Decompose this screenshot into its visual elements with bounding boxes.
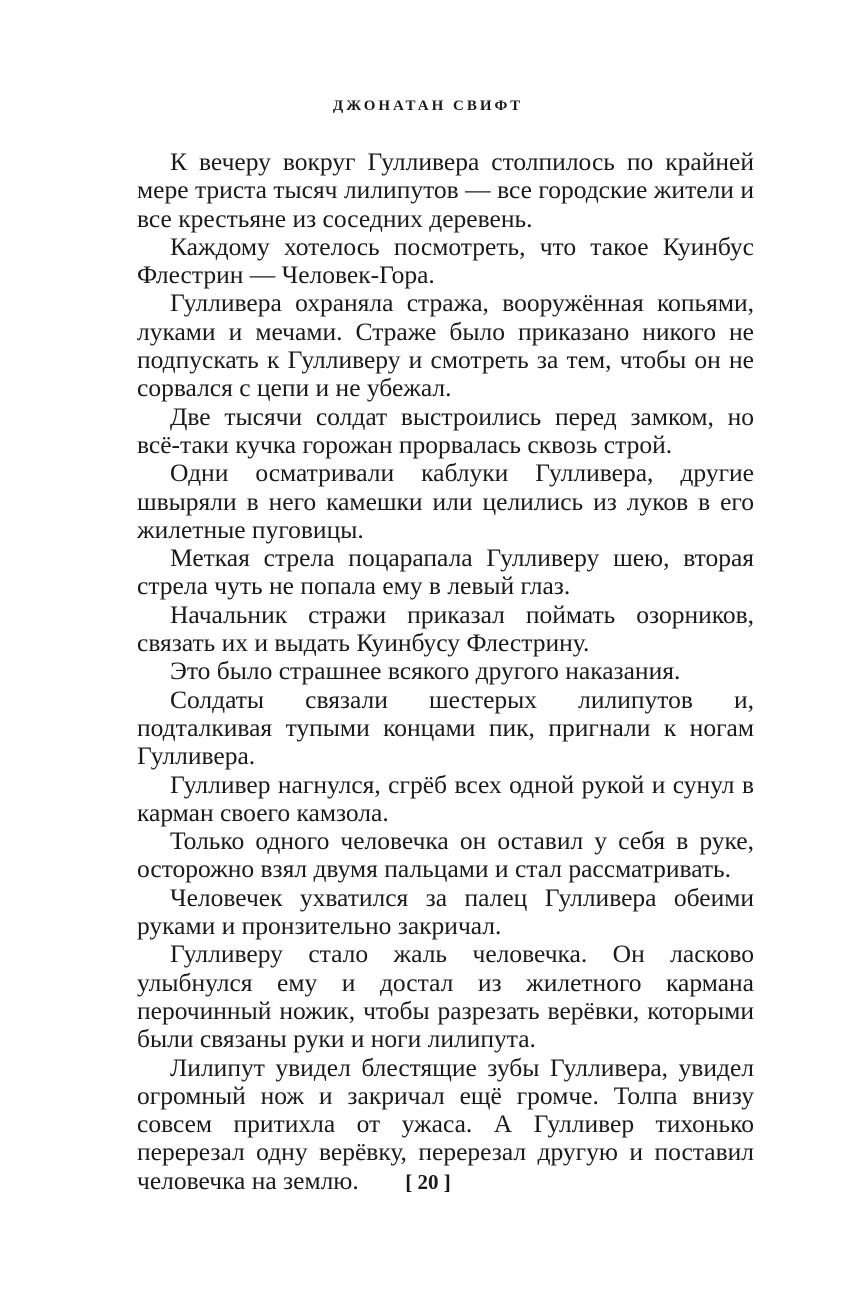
paragraph: Лилипут увидел блестящие зубы Гулливера, увидел огромный нож и закричал ещё громче. Толпа внизу совсем притихла от ужаса. А Гулливер тихонько перерезал одну верёвку, перерезал другую и поставил человечка на землю.: [137, 1052, 754, 1195]
paragraph: Солдаты связали шестерых лилипутов и, подталкивая тупыми концами пик, пригнали к ногам Гулливера.: [137, 684, 754, 771]
paragraph: Гулливеру стало жаль человечка. Он ласково улыбнулся ему и достал из жилетного кармана перочинный ножик, чтобы разрезать верёвки, которыми были связаны руки и ноги лилипута.: [137, 939, 754, 1054]
paragraph: Гулливера охраняла стража, вооружённая копьями, луками и мечами. Страже было приказано никого не подпускать к Гулливеру и смотреть за тем, чтобы он не сорвался с цепи и не убежал.: [137, 288, 754, 403]
body-text: [137, 148, 754, 1195]
paragraph: Две тысячи солдат выстроились перед замком, но всё-таки кучка горожан прорвалась сквозь строй.: [137, 401, 754, 459]
paragraph: Каждому хотелось посмотреть, что такое Куинбус Флестрин — Человек-Гора.: [137, 231, 754, 290]
page-number: [ 20 ]: [405, 1170, 451, 1194]
paragraph: К вечеру вокруг Гулливера столпилось по крайней мере триста тысяч лилипутов — все городские жители и все крестьяне из соседних деревень.: [137, 147, 754, 233]
paragraph: Начальник стражи приказал поймать озорников, связать их и выдать Куинбусу Флестрину.: [137, 599, 754, 658]
running-head-author: ДЖОНАТАН СВИФТ: [332, 98, 524, 114]
paragraph: Одни осматривали каблуки Гулливера, другие швыряли в него камешки или целились из луков в его жилетные пуговицы.: [137, 458, 754, 544]
paragraph: Только одного человечка он оставил у себя в руке, осторожно взял двумя пальцами и стал рассматривать.: [137, 826, 754, 884]
paragraph: Это было страшнее всякого другого наказания.: [170, 656, 681, 686]
paragraph: Человечек ухватился за палец Гулливера обеими руками и пронзительно закричал.: [137, 882, 754, 941]
paragraph: Меткая стрела поцарапала Гулливеру шею, вторая стрела чуть не попала ему в левый глаз.: [137, 543, 754, 601]
paragraph: Гулливер нагнулся, сгрёб всех одной рукой и сунул в карман своего камзола.: [137, 769, 754, 827]
